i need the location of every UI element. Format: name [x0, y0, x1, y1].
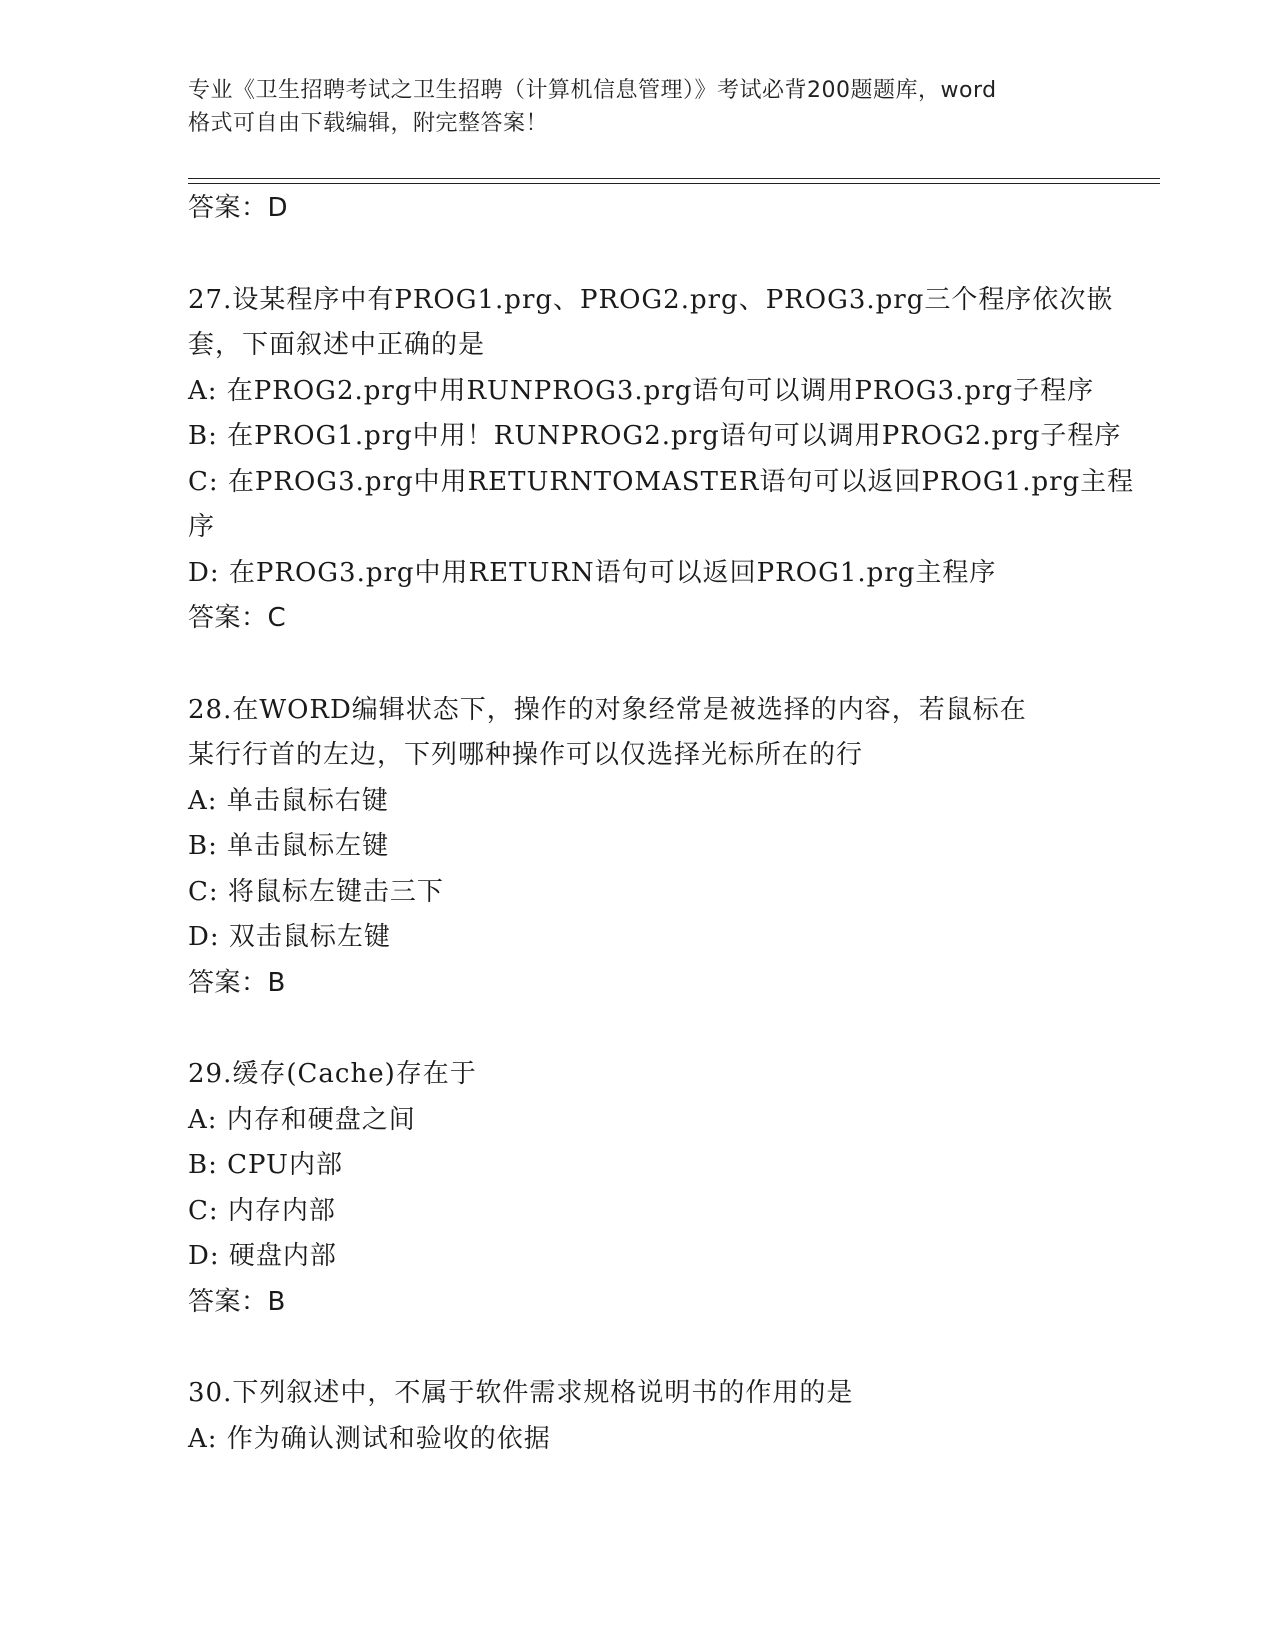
- option-d: D: 在PROG3.prg中用RETURN语句可以返回PROG1.prg主程序: [188, 557, 997, 588]
- question-block: [188, 1052, 1088, 1325]
- question-stem: 套，下面叙述中正确的是: [188, 330, 486, 360]
- option-c-continued: 序: [188, 512, 216, 542]
- option-b: B: CPU内部: [188, 1150, 343, 1180]
- option-d: D: 硬盘内部: [188, 1241, 337, 1271]
- question-block: [188, 278, 1135, 642]
- answer-line: 答案：C: [188, 603, 287, 633]
- question-block: [188, 1371, 1088, 1462]
- question-list: [188, 186, 1135, 1462]
- document-header: [188, 74, 1088, 140]
- header-divider: [188, 178, 1160, 184]
- question-stem: 28.在WORD编辑状态下，操作的对象经常是被选择的内容，若鼠标在: [188, 694, 1027, 725]
- question-stem: 27.设某程序中有PROG1.prg、PROG2.prg、PROG3.prg三个程序依次嵌: [188, 284, 1114, 315]
- question-stem: 29.缓存(Cache)存在于: [188, 1059, 477, 1089]
- answer-line: 答案：B: [188, 967, 286, 998]
- spacer: [188, 642, 1088, 688]
- header-line-2: 格式可自由下载编辑，附完整答案！: [188, 111, 549, 136]
- spacer: [188, 1325, 1088, 1371]
- option-a: A: 内存和硬盘之间: [188, 1104, 416, 1135]
- option-c: C: 内存内部: [188, 1195, 336, 1226]
- option-b: B: 单击鼠标左键: [188, 831, 390, 861]
- header-line-1: 专业《卫生招聘考试之卫生招聘（计算机信息管理）》考试必背200题题库，word: [188, 78, 997, 103]
- answer-line: 答案：D: [188, 193, 289, 223]
- spacer: [188, 232, 1088, 278]
- option-d: D: 双击鼠标左键: [188, 922, 391, 952]
- option-a: A: 单击鼠标右键: [188, 785, 389, 816]
- question-block: [188, 688, 1088, 1007]
- answer-line: 答案：B: [188, 1286, 286, 1317]
- option-a: A: 在PROG2.prg中用RUNPROG3.prg语句可以调用PROG3.prg子程序: [188, 375, 1095, 406]
- option-b: B: 在PROG1.prg中用！RUNPROG2.prg语句可以调用PROG2.prg子程序: [188, 421, 1122, 451]
- spacer: [188, 1006, 1088, 1052]
- option-c: C: 将鼠标左键击三下: [188, 876, 444, 907]
- option-c: C: 在PROG3.prg中用RETURNTOMASTER语句可以返回PROG1.prg主程: [188, 466, 1135, 497]
- question-stem: 30.下列叙述中，不属于软件需求规格说明书的作用的是: [188, 1378, 854, 1408]
- question-stem: 某行行首的左边，下列哪种操作可以仅选择光标所在的行: [188, 740, 864, 770]
- option-a: A: 作为确认测试和验收的依据: [188, 1423, 551, 1454]
